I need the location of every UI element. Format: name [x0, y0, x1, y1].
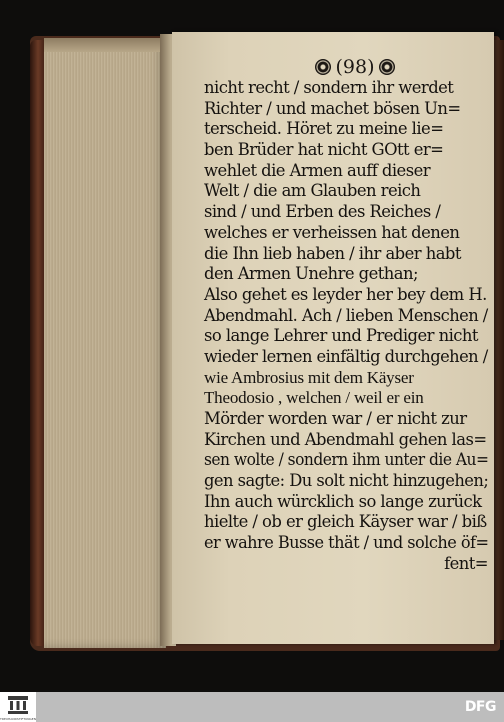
text-line: Mörder worden war / er nicht zur	[204, 409, 467, 428]
text-line: den Armen Unehre gethan;	[204, 264, 418, 284]
library-logo-icon	[7, 695, 29, 715]
text-line: welches er verheissen hat denen	[204, 222, 460, 242]
viewer-footer	[0, 692, 504, 722]
page-header	[300, 54, 410, 80]
text-line: Richter / und machet bösen Un=	[204, 98, 461, 118]
page-number: (98)	[335, 56, 375, 78]
dfg-logo: DFG	[464, 699, 496, 715]
text-line: gen sagte: Du solt nicht hinzugehen;	[204, 471, 489, 491]
page-text	[204, 78, 488, 575]
text-line: fent=	[444, 553, 488, 573]
text-line: terscheid. Höret zu meine lie=	[204, 119, 444, 139]
text-line: ben Brüder hat nicht GOtt er=	[204, 140, 444, 160]
ornament-icon	[315, 59, 331, 75]
library-logo	[0, 692, 36, 722]
text-line: Kirchen und Abendmahl gehen las=	[204, 429, 487, 449]
text-line: sen wolte / sondern ihm unter die Au=	[204, 450, 489, 470]
text-line: er wahre Busse thät / und solche öf=	[204, 533, 489, 553]
text-line: wieder lernen einfältig durchgehen /	[204, 346, 488, 366]
text-line: Welt / die am Glauben reich	[204, 181, 421, 201]
library-logo-text: TREUHANDSTIFTUNGEN	[0, 717, 36, 721]
text-line: sind / und Erben des Reiches /	[204, 202, 441, 222]
text-line: hielte / ob er gleich Käyser war / biß	[204, 512, 487, 532]
text-line: so lange Lehrer und Prediger nicht	[204, 326, 478, 346]
text-line: Theodosio , welchen / weil er ein	[204, 388, 424, 408]
text-line: nicht recht / sondern ihr werdet	[204, 78, 454, 97]
text-line: Abendmahl. Ach / lieben Menschen /	[204, 305, 488, 325]
ornament-icon	[379, 59, 395, 75]
page-block-edge	[44, 38, 166, 648]
text-line: die Ihn lieb haben / ihr aber habt	[204, 243, 461, 263]
text-line: wehlet die Armen auff dieser	[204, 160, 431, 180]
text-line: Ihn auch würcklich so lange zurück	[204, 491, 482, 511]
text-line: Also gehet es leyder her bey dem H.	[204, 284, 487, 304]
text-line: wie Ambrosius mit dem Käyser	[204, 367, 414, 387]
